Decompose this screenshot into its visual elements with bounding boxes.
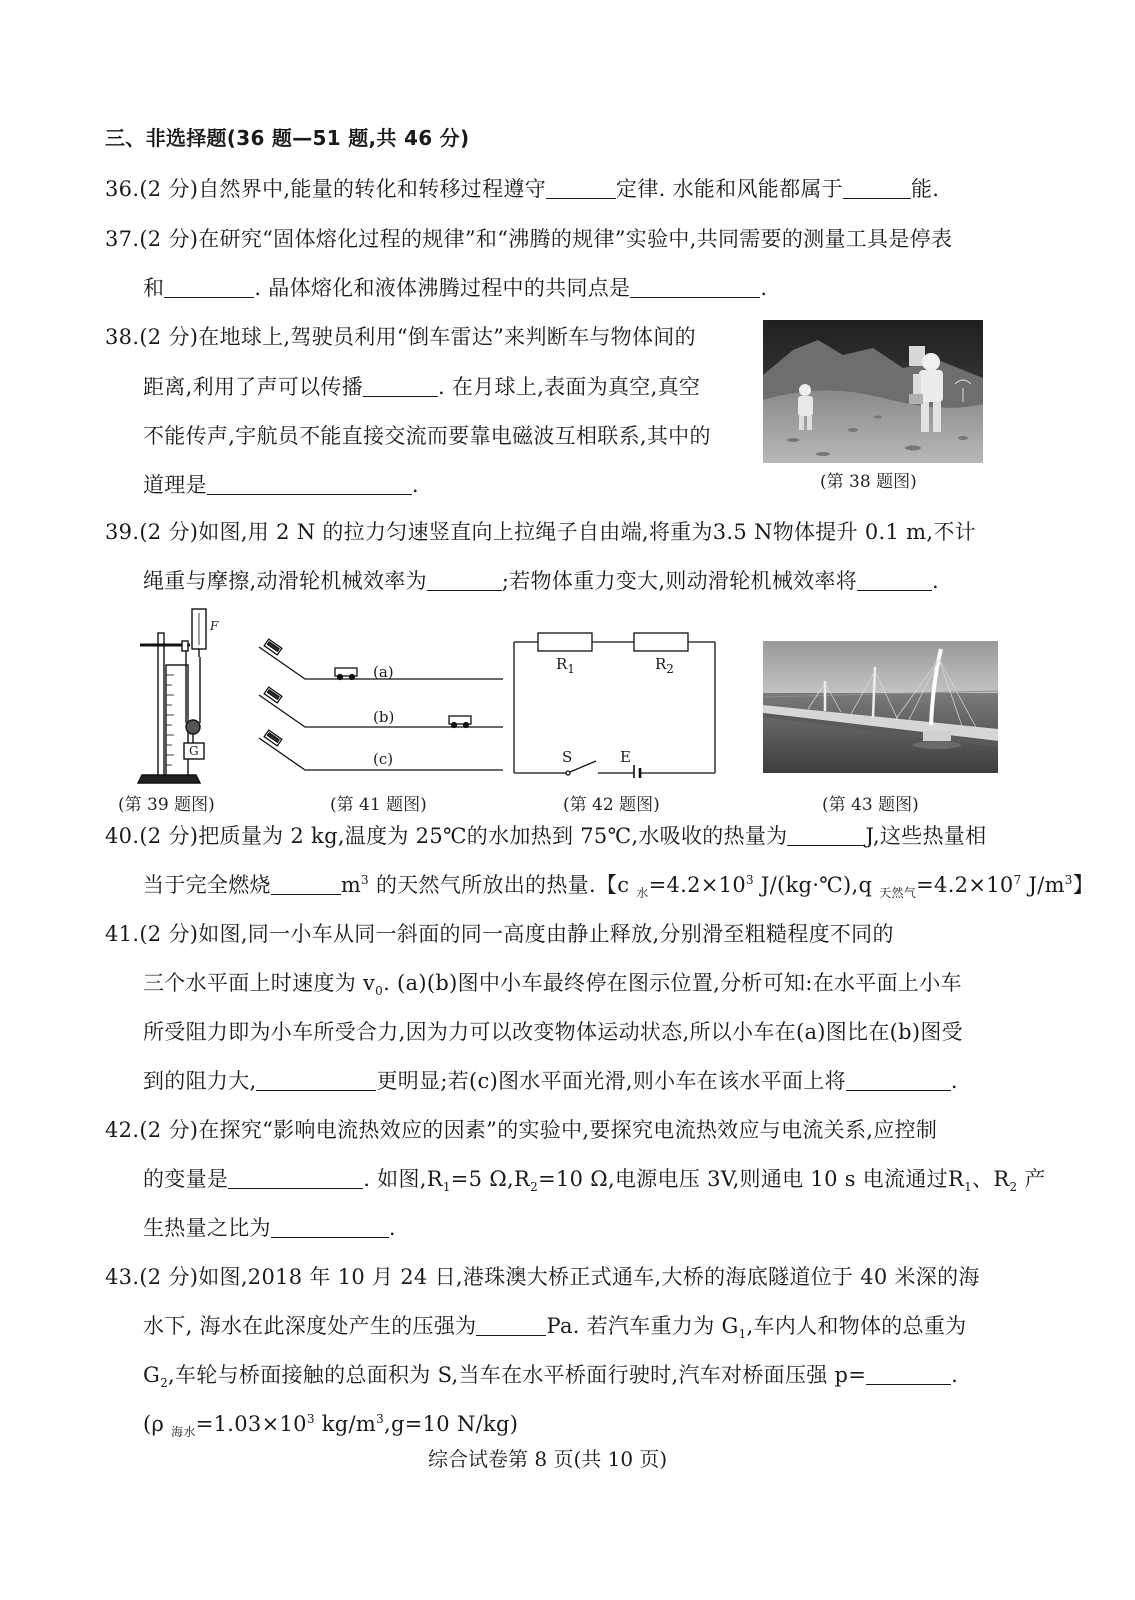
answer-blank[interactable] (787, 825, 865, 846)
question-number: 39. (105, 520, 140, 544)
question-text: 如图,用 2 N 的拉力匀速竖直向上拉绳子自由端,将重为3.5 N物体提升 0.1 m,不计 (198, 520, 976, 544)
question-text: . 在月球上,表面为真空,真空 (437, 375, 701, 399)
question-text: 把质量为 2 kg,温度为 25℃的水加热到 75℃,水吸收的热量为 (198, 824, 788, 848)
answer-blank[interactable] (857, 570, 932, 591)
question-text: 更明显;若(c)图水平面光滑,则小车在该水平面上将 (376, 1069, 846, 1093)
answer-blank[interactable] (228, 1168, 363, 1189)
question-text: 生热量之比为 (143, 1216, 271, 1240)
question-text: 在地球上,驾驶员利用“倒车雷达”来判断车与物体间的 (198, 325, 696, 349)
question-43-line2: 水下, 海水在此深度处产生的压强为 Pa. 若汽车重力为 $G_1$,车内人和物体的总重为 (143, 1314, 967, 1342)
question-38-line2 (143, 373, 700, 401)
question-40-line2: 当于完全燃烧 $m^3$ 的天然气所放出的热量.【c $_水=4.2\times 10^3$ J/(kg·℃),q $_{天然气}=4.2\times 10^7$ $J/m^3$】 (143, 873, 1095, 901)
answer-blank[interactable] (630, 277, 760, 298)
page-footer: 综合试卷第 8 页(共 10 页) (428, 1447, 668, 1471)
question-text: . (932, 569, 940, 593)
question-points: (2 分) (139, 824, 199, 848)
question-points: (2 分) (139, 227, 199, 251)
label-a: (a) (373, 663, 394, 681)
question-42 (105, 1116, 937, 1144)
question-text: . (411, 473, 419, 497)
fig41-caption: (第 41 题图) (330, 795, 427, 815)
question-text: 如图,同一小车从同一斜面的同一高度由静止释放,分别滑至粗糙程度不同的 (198, 922, 894, 946)
answer-blank[interactable] (476, 1315, 546, 1336)
question-37 (105, 225, 952, 253)
answer-blank[interactable] (866, 1364, 951, 1385)
question-number: 38. (105, 325, 140, 349)
question-text: 如图,2018 年 10 月 24 日,港珠澳大桥正式通车,大桥的海底隧道位于 40 米深的海 (198, 1265, 980, 1289)
fig42-caption: (第 42 题图) (563, 795, 660, 815)
bridge-photo (763, 641, 998, 773)
question-text: 在研究“固体熔化过程的规律”和“沸腾的规律”实验中,共同需要的测量工具是停表 (198, 227, 953, 251)
label-c: (c) (373, 750, 394, 768)
question-41-line2: 三个水平面上时速度为 $v_0$. (a)(b)图中小车最终停在图示位置,分析可知:在水平面上小车 (143, 971, 962, 999)
circuit-figure (510, 628, 720, 778)
fig38-caption: (第 38 题图) (820, 472, 917, 492)
label-b: (b) (373, 708, 395, 726)
question-points: (2 分) (139, 325, 199, 349)
question-41-line3 (143, 1018, 963, 1046)
question-text: 距离,利用了声可以传播 (143, 375, 363, 399)
question-42-line3 (143, 1214, 396, 1242)
question-36 (105, 175, 939, 203)
answer-blank[interactable] (363, 376, 438, 397)
question-37-line2 (143, 274, 767, 302)
question-number: 37. (105, 227, 140, 251)
question-text: . 晶体熔化和液体沸腾过程中的共同点是 (254, 276, 631, 300)
answer-blank[interactable] (207, 474, 412, 495)
question-41 (105, 920, 894, 948)
answer-blank[interactable] (271, 874, 341, 895)
question-41-line4 (143, 1067, 958, 1095)
question-points: (2 分) (139, 1118, 199, 1142)
question-text: ;若物体重力变大,则动滑轮机械效率将 (501, 569, 858, 593)
question-text: . (388, 1216, 396, 1240)
question-38-line4 (143, 471, 419, 499)
question-number: 43. (105, 1265, 140, 1289)
question-number: 36. (105, 177, 140, 201)
fig39-caption: (第 39 题图) (118, 795, 215, 815)
question-40 (105, 822, 986, 850)
answer-blank[interactable] (164, 277, 254, 298)
question-text: 所受阻力即为小车所受合力,因为力可以改变物体运动状态,所以小车在(a)图比在(b)图受 (143, 1020, 963, 1044)
question-number: 40. (105, 824, 140, 848)
weight-label: G (189, 744, 199, 758)
question-number: 42. (105, 1118, 140, 1142)
question-points: (2 分) (139, 520, 199, 544)
question-text: J,这些热量相 (865, 824, 987, 848)
question-points: (2 分) (139, 177, 199, 201)
r2-label: $R_2$ (655, 655, 674, 676)
question-text: 定律. 水能和风能都属于 (616, 177, 843, 201)
answer-blank[interactable] (546, 178, 616, 199)
answer-blank[interactable] (846, 1070, 951, 1091)
pulley-figure (130, 605, 230, 790)
source-label: E (620, 748, 631, 766)
answer-blank[interactable] (427, 570, 502, 591)
question-text: 能. (910, 177, 940, 201)
question-points: (2 分) (139, 1265, 199, 1289)
answer-blank[interactable] (256, 1070, 376, 1091)
question-38 (105, 323, 696, 351)
question-text: 自然界中,能量的转化和转移过程遵守 (198, 177, 547, 201)
question-43-line4: (ρ $_{海水}=1.03\times 10^3$ $kg/m^3,g=10$ N/kg) (143, 1412, 519, 1440)
question-43-line3: $G_2$,车轮与桥面接触的总面积为 S,当车在水平桥面行驶时,汽车对桥面压强 p= . (143, 1363, 959, 1391)
question-text: 和 (143, 276, 165, 300)
switch-label: S (562, 748, 573, 766)
question-43 (105, 1263, 980, 1291)
moon-astronaut-photo (763, 320, 983, 463)
question-text: 当于完全燃烧 (143, 873, 271, 897)
question-text: 绳重与摩擦,动滑轮机械效率为 (143, 569, 427, 593)
question-39 (105, 518, 976, 546)
question-points: (2 分) (139, 922, 199, 946)
fig43-caption: (第 43 题图) (822, 795, 919, 815)
question-text: 在探究“影响电流热效应的因素”的实验中,要探究电流热效应与电流关系,应控制 (198, 1118, 938, 1142)
r1-label: $R_1$ (556, 655, 575, 676)
question-text: 不能传声,宇航员不能直接交流而要靠电磁波互相联系,其中的 (143, 424, 711, 448)
force-label: F (210, 619, 219, 633)
section-title: 三、非选择题(36 题—51 题,共 46 分) (105, 126, 470, 150)
question-text: . (950, 1069, 958, 1093)
incline-figure (255, 635, 505, 780)
question-text: . (760, 276, 768, 300)
question-42-line2: 的变量是 . 如图$,R_1=5$ $\Omega,R_2=10$ Ω,电源电压 3V,则通电 10 s 电流通过$R_1$、$R_2$ 产 (143, 1167, 1046, 1195)
question-39-line2 (143, 567, 939, 595)
answer-blank[interactable] (843, 178, 911, 199)
question-38-line3 (143, 422, 711, 450)
question-text: 到的阻力大, (143, 1069, 257, 1093)
question-text: 道理是 (143, 473, 207, 497)
answer-blank[interactable] (271, 1217, 389, 1238)
question-number: 41. (105, 922, 140, 946)
